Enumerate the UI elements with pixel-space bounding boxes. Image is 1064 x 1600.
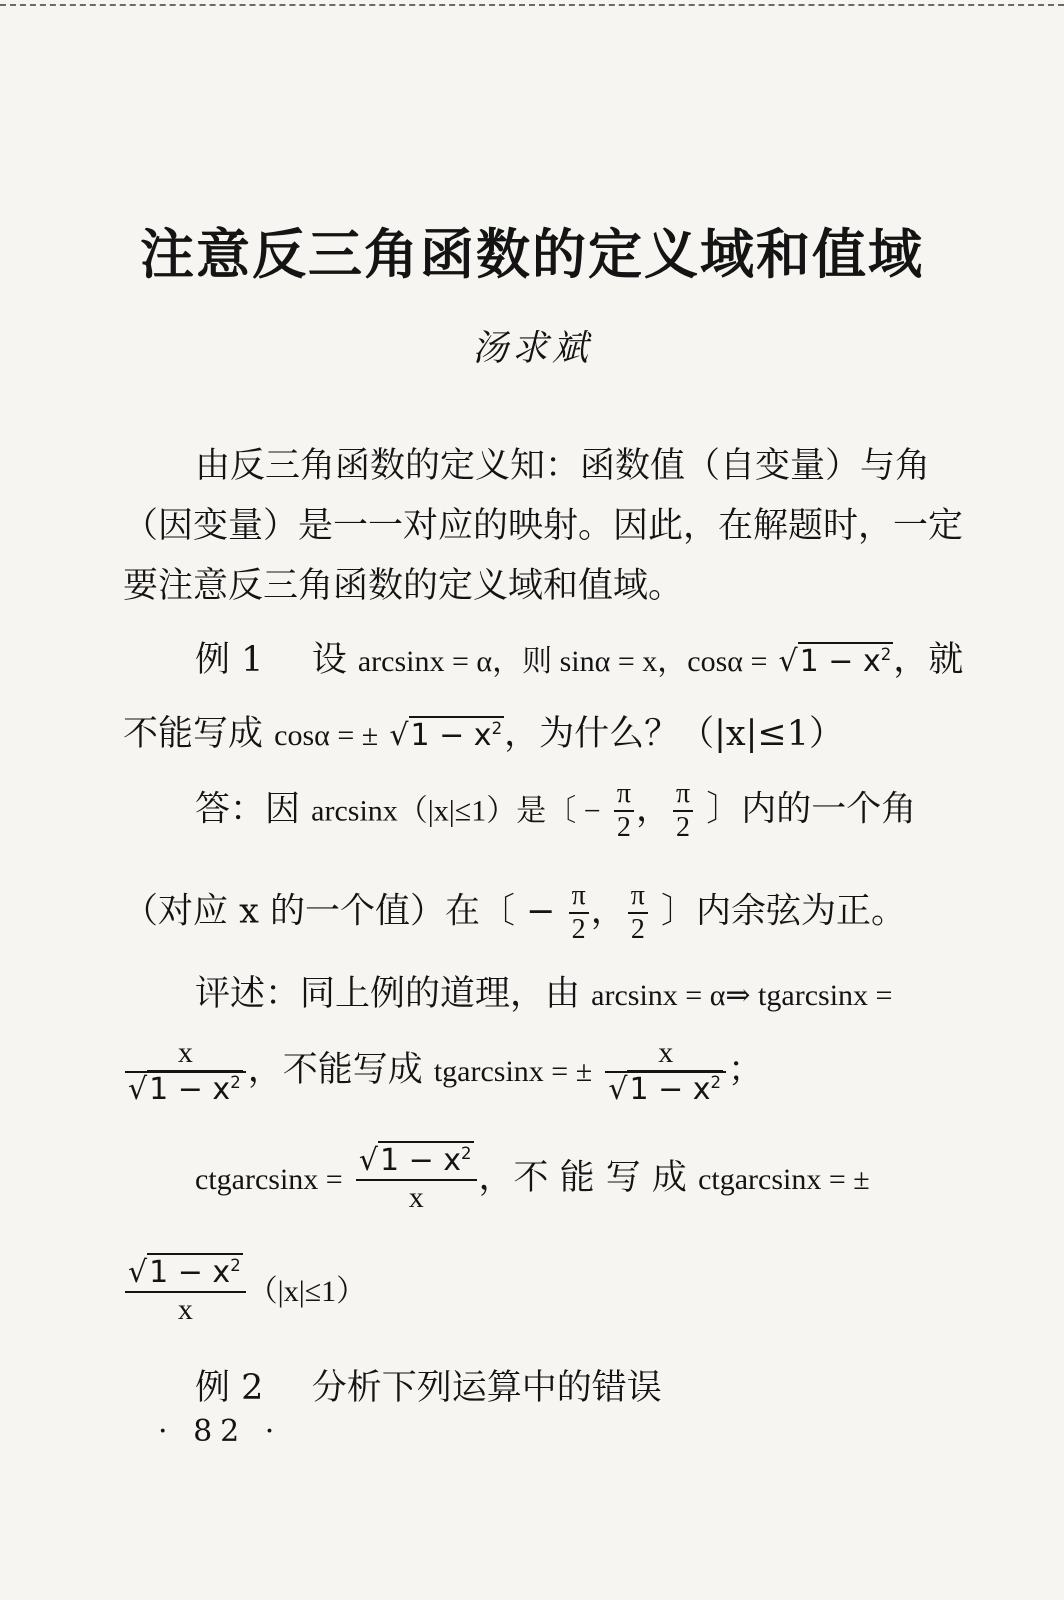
fraction-sqrt-over-x xyxy=(125,1256,246,1327)
formula: arcsinx = α，则 sinα = x，cosα = xyxy=(357,645,768,678)
example-2-heading xyxy=(195,1360,662,1410)
text: 答：因 xyxy=(195,789,301,830)
text: ，为什么？（|x|≤1） xyxy=(504,714,844,754)
text: ，就 xyxy=(893,640,964,680)
answer-line-1 xyxy=(195,778,916,844)
fraction-x-over-sqrt xyxy=(125,1036,246,1107)
text: ，不能写成 xyxy=(247,1050,423,1090)
text: 〕内的一个角 xyxy=(706,789,917,830)
numerator: π xyxy=(569,880,589,914)
formula: cosα = ± xyxy=(274,719,379,752)
radicand: 1 − x xyxy=(799,644,881,679)
author-name: 汤求斌 xyxy=(471,328,592,369)
formula: arcsinx（|x|≤1）是〔 − xyxy=(311,794,601,828)
intro-line-1: 由反三角函数的定义知：函数值（自变量）与角 xyxy=(195,446,931,486)
example-1-question-line-2 xyxy=(123,706,844,756)
text: ； xyxy=(728,1050,764,1090)
numerator: $√1 - x^2$ xyxy=(356,1144,477,1181)
fraction-x-over-sqrt xyxy=(605,1036,726,1107)
sqrt-expression: $√1 - x^2$ xyxy=(778,644,892,679)
formula: tgarcsinx = ± xyxy=(433,1055,593,1088)
article-title: 注意反三角函数的定义域和值域 xyxy=(140,222,924,286)
numerator: x xyxy=(605,1036,726,1073)
example-2-text: 分析下列运算中的错误 xyxy=(311,1368,662,1408)
text: （对应 x 的一个值）在〔 − xyxy=(123,891,556,932)
numerator: $√1 - x^2$ xyxy=(125,1256,246,1293)
page-number: · 82 · xyxy=(158,1414,283,1449)
example-2-label: 例 2 xyxy=(195,1368,264,1408)
example-1-question-line-1 xyxy=(195,632,963,682)
text: 〕内余弦为正。 xyxy=(661,891,907,932)
intro-line-2: （因变量）是一一对应的映射。因此，在解题时，一定 xyxy=(123,506,964,546)
text: 评述：同上例的道理，由 xyxy=(195,974,581,1014)
formula: ctgarcsinx = xyxy=(195,1163,343,1196)
sqrt-expression: $√1 - x^2$ xyxy=(389,718,503,753)
denominator: x xyxy=(408,1180,424,1214)
intro-line-3: 要注意反三角函数的定义域和值域。 xyxy=(123,566,684,606)
answer-line-2 xyxy=(123,880,906,946)
numerator: π xyxy=(628,880,648,914)
radicand: 1 − x xyxy=(410,718,492,753)
top-dashed-rule xyxy=(0,4,1064,6)
formula: ctgarcsinx = ± xyxy=(698,1163,870,1196)
radicand: 1 − x xyxy=(379,1143,462,1178)
fraction-pi-over-2 xyxy=(673,778,693,844)
radicand: 1 − x xyxy=(629,1071,711,1107)
condition: （|x|≤1） xyxy=(247,1275,367,1308)
text: ， xyxy=(635,789,671,830)
radicand: 1 − x xyxy=(149,1255,231,1290)
text: ，不 能 写 成 xyxy=(478,1158,687,1198)
denominator: 2 xyxy=(616,812,631,844)
review-line-2 xyxy=(123,1036,763,1107)
numerator: π xyxy=(673,778,693,812)
example-1-label: 例 1 xyxy=(195,640,264,680)
review-line-4 xyxy=(123,1256,366,1327)
review-line-3 xyxy=(195,1144,870,1215)
fraction-pi-over-2 xyxy=(569,880,589,946)
formula: arcsinx = α⇒ tgarcsinx = xyxy=(591,979,893,1012)
numerator: x xyxy=(125,1036,246,1073)
review-line-1 xyxy=(195,966,892,1016)
denominator: x xyxy=(177,1292,193,1326)
denominator: 2 xyxy=(630,914,645,946)
text: ， xyxy=(590,891,626,932)
text: 设 xyxy=(311,640,347,680)
numerator: π xyxy=(614,778,634,812)
fraction-pi-over-2 xyxy=(614,778,634,844)
fraction-sqrt-over-x xyxy=(356,1144,477,1215)
fraction-pi-over-2 xyxy=(628,880,648,946)
radicand: 1 − x xyxy=(149,1071,231,1107)
denominator: $√1 - x^2$ xyxy=(608,1071,722,1107)
denominator: 2 xyxy=(571,914,586,946)
denominator: 2 xyxy=(676,812,691,844)
denominator: $√1 - x^2$ xyxy=(128,1071,241,1107)
text: 不能写成 xyxy=(123,714,264,754)
